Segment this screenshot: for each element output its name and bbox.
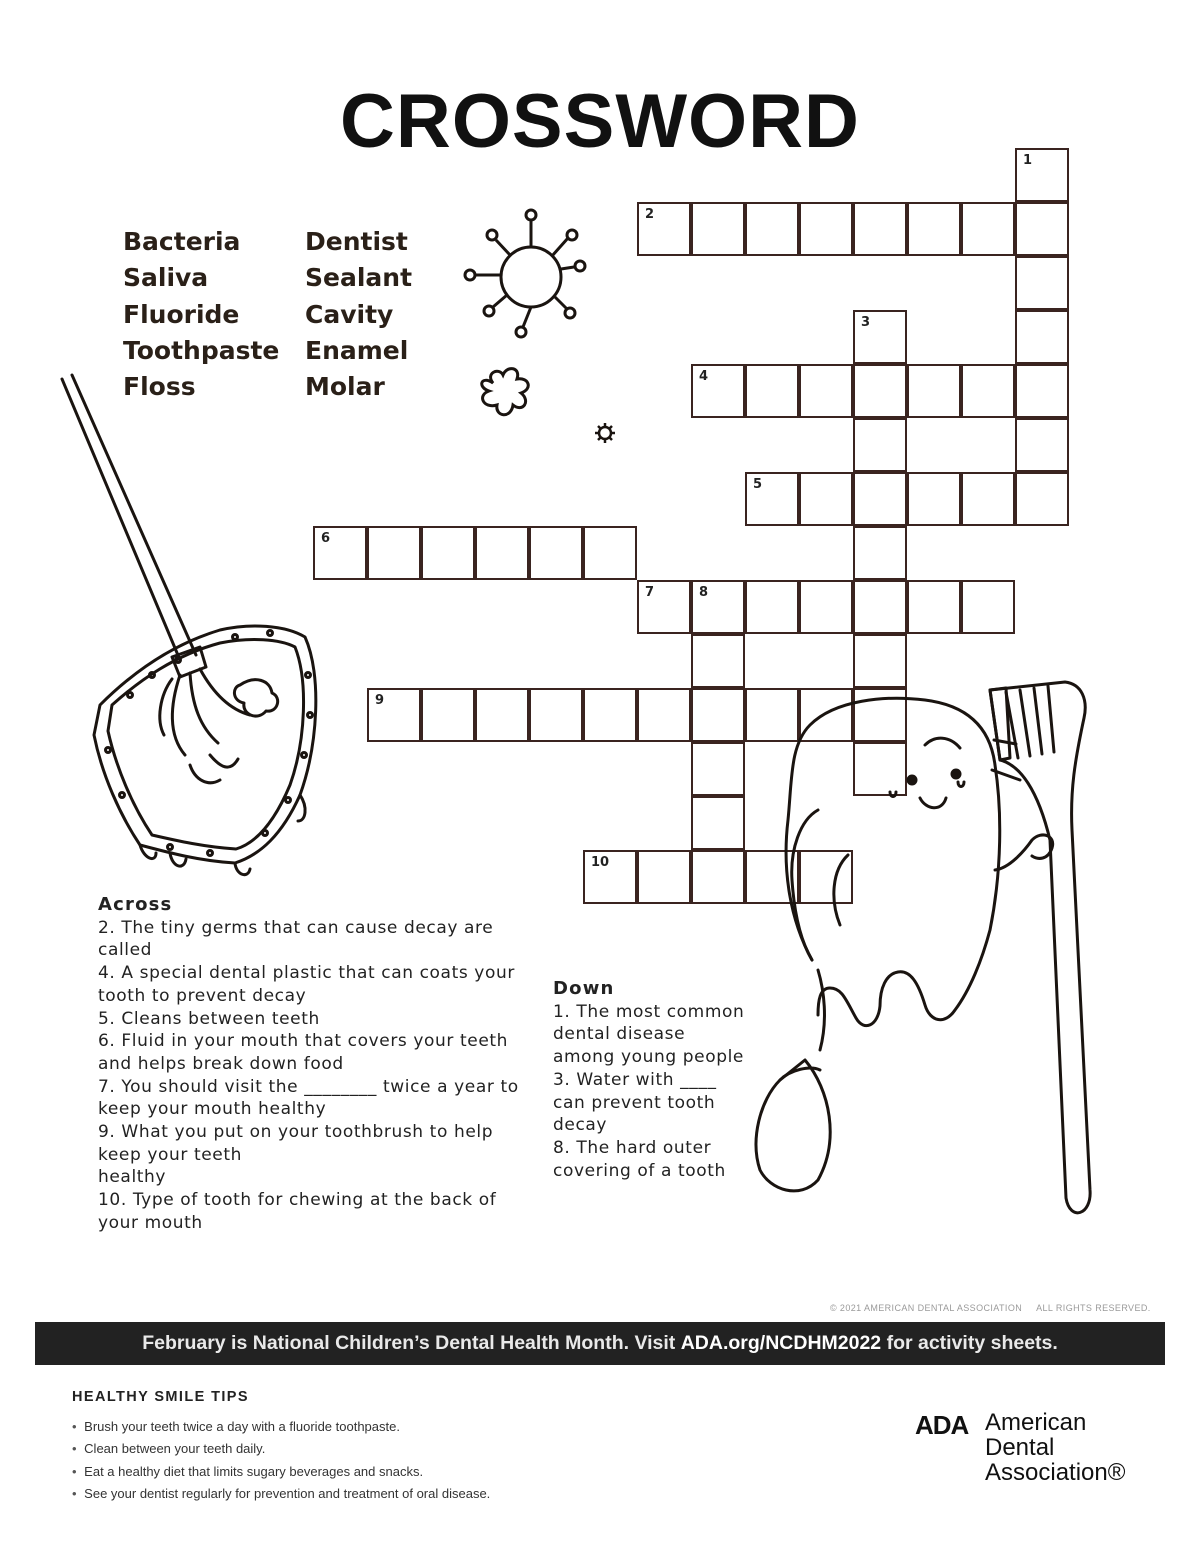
crossword-cell[interactable]: [475, 526, 529, 580]
banner-suffix: for activity sheets.: [881, 1332, 1058, 1354]
crossword-cell[interactable]: [853, 472, 907, 526]
crossword-cell[interactable]: [961, 202, 1015, 256]
clue-across-2: 2. The tiny germs that can cause decay are called: [98, 917, 500, 961]
crossword-cell[interactable]: [583, 850, 637, 904]
crossword-cell[interactable]: [1015, 148, 1069, 202]
word-bank-item: Fluoride: [123, 299, 240, 329]
crossword-cell[interactable]: [799, 472, 853, 526]
logo-name-line: Dental: [985, 1434, 1055, 1461]
word-bank-item: Cavity: [305, 299, 394, 329]
crossword-cell[interactable]: [637, 850, 691, 904]
germ-icon: [455, 205, 635, 455]
word-bank-item: Saliva: [123, 263, 209, 293]
crossword-cell[interactable]: [745, 580, 799, 634]
crossword-cell[interactable]: [637, 688, 691, 742]
tips-list: [72, 1416, 490, 1506]
logo-name: [985, 1410, 1125, 1485]
word-bank-item: Enamel: [305, 335, 409, 365]
word-bank-item: Sealant: [305, 263, 413, 293]
crossword-cell[interactable]: [853, 580, 907, 634]
floss-scraper-illustration: [60, 375, 350, 895]
crossword-cell[interactable]: [745, 202, 799, 256]
clue-down-3: 3. Water with ____ can prevent tooth decay: [553, 1069, 723, 1136]
clue-number: 3: [861, 315, 871, 330]
tip-item: • Eat a healthy diet that limits sugary beverages and snacks.: [72, 1461, 490, 1483]
page-title: CROSSWORD: [340, 79, 860, 164]
crossword-cell[interactable]: [907, 580, 961, 634]
word-bank-item: Floss: [123, 372, 196, 402]
clue-across-7: 7. You should visit the ________ twice a year to keep your mouth healthy: [98, 1076, 525, 1120]
down-heading: Down: [553, 978, 615, 999]
clue-down-1: 1. The most common dental disease among young people: [553, 1001, 751, 1068]
clue-across-10: 10. Type of tooth for chewing at the back of your mouth: [98, 1190, 503, 1233]
crossword-cell[interactable]: [1015, 472, 1069, 526]
logo-name-line: Association®: [985, 1459, 1126, 1486]
logo-abbr: ADA: [915, 1410, 969, 1440]
clue-number: 1: [1023, 153, 1033, 168]
tooth-character-illustration: [720, 670, 1150, 1230]
crossword-cell[interactable]: [529, 526, 583, 580]
crossword-cell[interactable]: [1015, 202, 1069, 256]
crossword-cell[interactable]: [1015, 256, 1069, 310]
word-bank-item: Bacteria: [123, 227, 241, 256]
crossword-cell[interactable]: [853, 310, 907, 364]
crossword-cell[interactable]: [1015, 310, 1069, 364]
crossword-cell[interactable]: [799, 580, 853, 634]
copyright-text: © 2021 AMERICAN DENTAL ASSOCIATION: [830, 1303, 1023, 1313]
crossword-cell[interactable]: [961, 472, 1015, 526]
logo-name-line: American: [985, 1409, 1087, 1436]
crossword-cell[interactable]: [1015, 364, 1069, 418]
crossword-cell[interactable]: [367, 688, 421, 742]
crossword-cell[interactable]: [691, 202, 745, 256]
clue-across-6: 6. Fluid in your mouth that covers your teeth and helps break down food: [98, 1031, 515, 1074]
clue-number: 5: [753, 477, 763, 492]
rights-text: ALL RIGHTS RESERVED.: [1036, 1303, 1151, 1313]
across-clues: [98, 894, 528, 1235]
crossword-cell[interactable]: [799, 364, 853, 418]
banner-prefix: February is National Children’s Dental Health Month. Visit: [142, 1332, 681, 1354]
crossword-cell[interactable]: [475, 688, 529, 742]
crossword-cell[interactable]: [907, 472, 961, 526]
crossword-cell[interactable]: [907, 202, 961, 256]
crossword-cell[interactable]: [637, 202, 691, 256]
crossword-cell[interactable]: [853, 418, 907, 472]
crossword-cell[interactable]: [961, 580, 1015, 634]
crossword-cell[interactable]: [853, 526, 907, 580]
clue-across-9: 9. What you put on your toothbrush to help keep your teeth healthy: [98, 1122, 494, 1188]
down-clues: [553, 978, 751, 1182]
crossword-cell[interactable]: [583, 526, 637, 580]
crossword-cell[interactable]: [529, 688, 583, 742]
crossword-cell[interactable]: [853, 364, 907, 418]
crossword-cell[interactable]: [745, 472, 799, 526]
crossword-cell[interactable]: [745, 364, 799, 418]
ncdhm-banner: [35, 1322, 1165, 1365]
crossword-cell[interactable]: [961, 364, 1015, 418]
crossword-cell[interactable]: [853, 202, 907, 256]
clue-number: 9: [375, 693, 385, 708]
clue-across-4: 4. A special dental plastic that can coats your tooth to prevent decay: [98, 963, 521, 1006]
tip-item: • Brush your teeth twice a day with a fluoride toothpaste.: [72, 1416, 490, 1438]
clue-number: 6: [321, 531, 331, 546]
crossword-cell[interactable]: [691, 364, 745, 418]
crossword-cell[interactable]: [691, 580, 745, 634]
clue-number: 4: [699, 369, 709, 384]
word-bank-item: Molar: [305, 372, 385, 402]
word-bank-item: Toothpaste: [123, 335, 280, 365]
crossword-cell[interactable]: [367, 526, 421, 580]
word-bank-item: Dentist: [305, 227, 408, 256]
tip-item: • Clean between your teeth daily.: [72, 1438, 490, 1460]
crossword-cell[interactable]: [421, 688, 475, 742]
crossword-cell[interactable]: [907, 364, 961, 418]
tip-item: • See your dentist regularly for prevention and treatment of oral disease.: [72, 1483, 490, 1505]
crossword-cell[interactable]: [421, 526, 475, 580]
crossword-cell[interactable]: [1015, 418, 1069, 472]
crossword-cell[interactable]: [583, 688, 637, 742]
clue-across-5: 5. Cleans between teeth: [98, 1008, 320, 1029]
across-heading: Across: [98, 894, 173, 915]
crossword-cell[interactable]: [799, 202, 853, 256]
banner-link[interactable]: ADA.org/NCDHM2022: [680, 1332, 882, 1354]
copyright-line: [830, 1303, 1151, 1313]
crossword-cell[interactable]: [637, 580, 691, 634]
clue-number: 7: [645, 585, 655, 600]
clue-number: 10: [591, 855, 610, 870]
clue-number: 8: [699, 585, 709, 600]
clue-down-8: 8. The hard outer covering of a tooth: [553, 1137, 726, 1181]
clue-number: 2: [645, 207, 655, 222]
tips-title: HEALTHY SMILE TIPS: [72, 1389, 249, 1405]
